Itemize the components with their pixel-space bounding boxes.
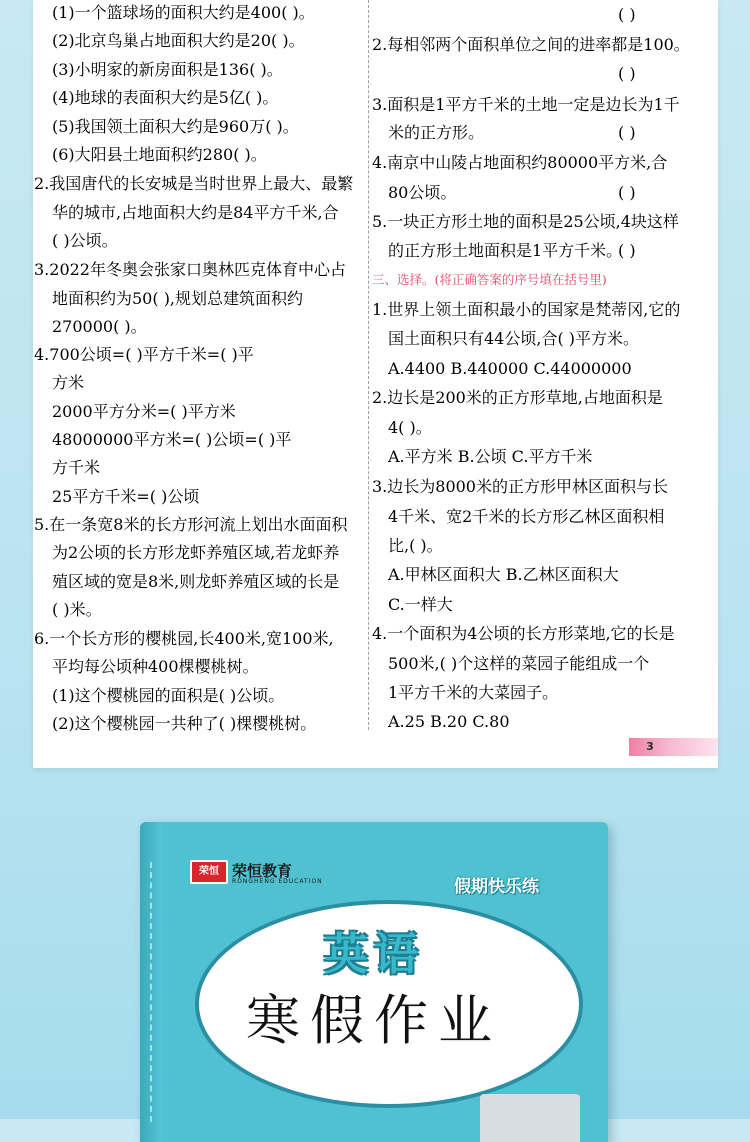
question-line: ( ) [618,5,636,24]
question-line: ( )公顷。 [52,231,118,250]
question-line: 三、选择。(将正确答案的序号填在括号里) [372,272,607,287]
question-line: (4)地球的表面积大约是5亿( )。 [52,88,279,107]
brand-subtitle: RONGHENG EDUCATION [232,878,323,885]
question-line: 的正方形土地面积是1平方千米。 [388,241,623,260]
cover-title: 寒假作业 [246,989,502,1052]
question-line: 2000平方分米=( )平方米 [52,402,236,421]
question-line: 1.世界上领土面积最小的国家是梵蒂冈,它的 [372,300,681,319]
question-line: (1)这个樱桃园的面积是( )公顷。 [52,686,285,705]
question-line: 5.一块正方形土地的面积是25公顷,4块这样 [372,212,679,231]
question-line: 方千米 [52,458,101,477]
question-line: 方米 [52,373,85,392]
question-line: 2.边长是200米的正方形草地,占地面积是 [372,388,663,407]
question-line: 4.南京中山陵占地面积约80000平方米,合 [372,153,668,172]
question-line: (3)小明家的新房面积是136( )。 [52,60,283,79]
question-line: 国土面积只有44公顷,合( )平方米。 [388,329,640,348]
question-line: A.25 B.20 C.80 [388,712,510,731]
question-line: 3.边长为8000米的正方形甲林区面积与长 [372,477,668,496]
question-line: (6)大阳县土地面积约280( )。 [52,145,267,164]
question-line: 2.我国唐代的长安城是当时世界上最大、最繁 [34,174,354,193]
brand-logo: 荣恒 [190,860,228,884]
question-line: 48000000平方米=( )公顷=( )平 [52,430,292,449]
brand-name: 荣恒教育 [232,862,293,880]
question-line: 为2公顷的长方形龙虾养殖区域,若龙虾养 [52,543,340,562]
question-line: 华的城市,占地面积大约是84平方千米,合 [52,203,339,222]
question-line: 4.700公顷=( )平方千米=( )平 [34,345,254,364]
question-line: 6.一个长方形的樱桃园,长400米,宽100米, [34,629,334,648]
cover-illustration [480,1094,580,1142]
question-line: C.一样大 [388,595,453,614]
question-line: A.4400 B.440000 C.44000000 [388,359,632,378]
question-line: 4( )。 [388,418,432,437]
question-line: ( ) [618,183,636,202]
cover-subject: 英语 [324,929,424,980]
column-divider [368,0,369,730]
question-line: ( ) [618,123,636,142]
page-number: 3 [646,740,654,753]
question-line: 殖区域的宽是8米,则龙虾养殖区域的长是 [52,572,340,591]
question-line: 1平方千米的大菜园子。 [388,683,559,702]
question-line: ( )米。 [52,600,102,619]
question-line: 5.在一条宽8米的长方形河流上划出水面面积 [34,515,348,534]
question-line: 米的正方形。 [388,123,485,142]
question-line: 3.2022年冬奥会张家口奥林匹克体育中心占 [34,260,346,279]
question-line: (5)我国领土面积大约是960万( )。 [52,117,299,136]
question-line: 比,( )。 [388,536,443,555]
question-line: 2.每相邻两个面积单位之间的进率都是100。 [372,35,690,54]
worksheet-page [33,0,718,768]
book-cover [140,822,608,1142]
question-line: (2)这个樱桃园一共种了( )棵樱桃树。 [52,714,317,733]
question-line: 平均每公顷种400棵樱桃树。 [52,657,259,676]
question-line: 270000( )。 [52,317,147,336]
question-line: ( ) [618,64,636,83]
question-line: A.平方米 B.公顷 C.平方千米 [388,447,593,466]
question-line: 3.面积是1平方千米的土地一定是边长为1千 [372,95,680,114]
question-line: 500米,( )个这样的菜园子能组成一个 [388,654,650,673]
question-line: 4千米、宽2千米的长方形乙林区面积相 [388,507,665,526]
question-line: 4.一个面积为4公顷的长方形菜地,它的长是 [372,624,675,643]
question-line: ( ) [618,241,636,260]
question-line: (1)一个篮球场的面积大约是400( )。 [52,3,315,22]
question-line: 80公顷。 [388,183,457,202]
question-line: A.甲林区面积大 B.乙林区面积大 [388,565,619,584]
question-line: 25平方千米=( )公顷 [52,487,200,506]
question-line: 地面积约为50( ),规划总建筑面积约 [52,289,304,308]
series-tag: 假期快乐练 [454,877,539,897]
question-line: (2)北京鸟巢占地面积大约是20( )。 [52,31,305,50]
